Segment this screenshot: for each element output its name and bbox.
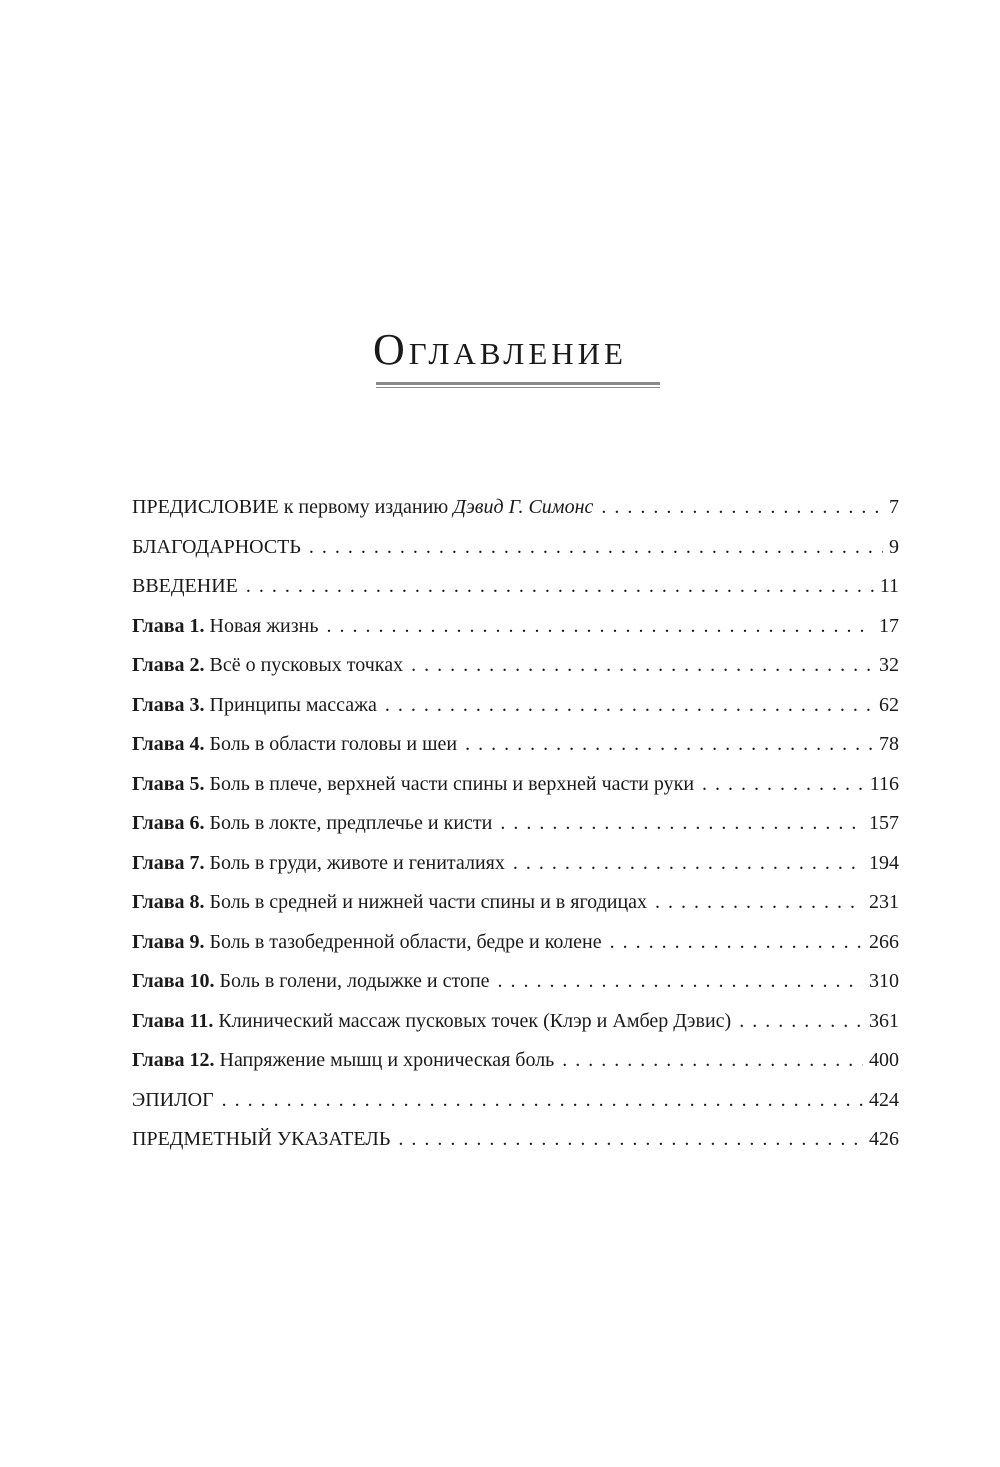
toc-entry-text <box>132 607 318 647</box>
toc-entry-page: 310 <box>869 970 899 992</box>
toc-entry-page: 116 <box>869 772 899 795</box>
toc-entry-text <box>132 1002 731 1042</box>
title-underline <box>376 382 660 388</box>
toc-entry-author: Дэвид Г. Симонс <box>453 496 594 518</box>
toc-entry-page: 62 <box>879 693 899 716</box>
toc-entry-chapter-11[interactable] <box>132 1002 899 1042</box>
toc-entry-text <box>132 567 238 607</box>
toc-entry-text <box>132 528 301 568</box>
toc-entry-label: Глава 10. <box>132 970 215 992</box>
toc-dot-leader <box>562 1041 863 1081</box>
toc-dot-leader <box>309 528 883 568</box>
toc-entry-label: Глава 1. <box>132 614 205 637</box>
toc-entry-text <box>132 1041 554 1081</box>
toc-entry-epilogue[interactable] <box>132 1081 899 1121</box>
toc-entry-page: 266 <box>869 930 899 953</box>
toc-entry-label: Глава 9. <box>132 930 205 953</box>
toc-entry-page: 17 <box>879 614 899 637</box>
toc-dot-leader <box>465 725 873 765</box>
toc-entry-chapter-1[interactable] <box>132 607 899 647</box>
toc-entry-label: Глава 6. <box>132 812 205 834</box>
toc-entry-chapter-3[interactable] <box>132 686 899 726</box>
toc-entry-preface[interactable] <box>132 488 899 528</box>
toc-entry-label: Глава 7. <box>132 851 205 874</box>
toc-dot-leader <box>246 567 874 607</box>
toc-entry-text <box>132 488 593 528</box>
toc-entry-title: ПРЕДМЕТНЫЙ УКАЗАТЕЛЬ <box>132 1128 391 1150</box>
toc-entry-index[interactable] <box>132 1120 899 1160</box>
toc-dot-leader <box>500 804 863 844</box>
toc-entry-label: Глава 11. <box>132 1009 214 1032</box>
toc-entry-chapter-6[interactable] <box>132 804 899 844</box>
toc-dot-leader <box>702 765 864 805</box>
toc-entry-page: 78 <box>879 733 899 755</box>
toc-entry-chapter-8[interactable] <box>132 883 899 923</box>
toc-dot-leader <box>513 844 863 884</box>
toc-entry-label: Глава 3. <box>132 693 205 716</box>
toc-entry-introduction[interactable] <box>132 567 899 607</box>
toc-entry-title: Боль в средней и нижней части спины и в ягодицах <box>209 891 648 913</box>
toc-dot-leader <box>610 923 863 963</box>
toc-entry-chapter-9[interactable] <box>132 923 899 963</box>
toc-entry-chapter-12[interactable] <box>132 1041 899 1081</box>
page-title: Оглавление <box>373 325 627 374</box>
toc-entry-page: 9 <box>889 535 899 558</box>
toc-entry-page: 11 <box>879 575 899 597</box>
toc-entry-title: Боль в плече, верхней части спины и верхней части руки <box>209 772 695 795</box>
toc-entry-text <box>132 883 647 923</box>
toc-dot-leader <box>398 1120 863 1160</box>
table-of-contents <box>132 488 899 1160</box>
toc-entry-text <box>132 804 492 844</box>
toc-dot-leader <box>655 883 863 923</box>
toc-entry-title: ЭПИЛОГ <box>132 1088 214 1111</box>
toc-entry-text <box>132 646 403 686</box>
toc-entry-title: Боль в локте, предплечье и кисти <box>209 812 493 834</box>
toc-entry-label: Глава 4. <box>132 733 205 755</box>
toc-entry-title: ПРЕДИСЛОВИЕ к первому изданию <box>132 496 449 518</box>
toc-entry-title: Боль в голени, лодыжке и стопе <box>219 970 490 992</box>
toc-entry-page: 7 <box>889 496 899 518</box>
toc-entry-label: Глава 12. <box>132 1049 215 1071</box>
toc-entry-acknowledgements[interactable] <box>132 528 899 568</box>
toc-entry-page: 400 <box>869 1049 899 1071</box>
toc-entry-title: Принципы массажа <box>209 693 377 716</box>
toc-entry-label: Глава 5. <box>132 772 205 795</box>
toc-entry-title: Боль в груди, животе и гениталиях <box>209 851 505 874</box>
toc-entry-text <box>132 1120 390 1160</box>
toc-entry-page: 194 <box>869 851 899 874</box>
toc-entry-text <box>132 844 505 884</box>
toc-dot-leader <box>385 686 873 726</box>
toc-entry-title: БЛАГОДАРНОСТЬ <box>132 535 301 558</box>
toc-entry-title: Напряжение мышц и хроническая боль <box>219 1049 555 1071</box>
toc-dot-leader <box>739 1002 863 1042</box>
toc-entry-text <box>132 686 377 726</box>
toc-entry-text <box>132 765 694 805</box>
toc-entry-title: ВВЕДЕНИЕ <box>132 575 238 597</box>
toc-entry-label: Глава 8. <box>132 891 205 913</box>
toc-entry-title: Боль в области головы и шеи <box>209 733 458 755</box>
toc-entry-text <box>132 962 490 1002</box>
toc-entry-chapter-7[interactable] <box>132 844 899 884</box>
toc-dot-leader <box>411 646 873 686</box>
toc-entry-chapter-10[interactable] <box>132 962 899 1002</box>
toc-entry-page: 426 <box>869 1128 899 1150</box>
toc-entry-page: 32 <box>879 654 899 676</box>
toc-entry-title: Клинический массаж пусковых точек (Клэр и Амбер Дэвис) <box>218 1009 732 1032</box>
toc-dot-leader <box>222 1081 863 1121</box>
toc-entry-title: Всё о пусковых точках <box>209 654 404 676</box>
toc-entry-title: Боль в тазобедренной области, бедре и колене <box>209 930 602 953</box>
toc-entry-page: 231 <box>869 891 899 913</box>
toc-dot-leader <box>601 488 883 528</box>
toc-entry-label: Глава 2. <box>132 654 205 676</box>
toc-entry-title: Новая жизнь <box>209 614 319 637</box>
toc-entry-text <box>132 923 602 963</box>
toc-entry-text <box>132 725 457 765</box>
toc-entry-chapter-5[interactable] <box>132 765 899 805</box>
toc-entry-chapter-4[interactable] <box>132 725 899 765</box>
toc-entry-text <box>132 1081 214 1121</box>
toc-dot-leader <box>326 607 873 647</box>
toc-entry-page: 424 <box>869 1088 899 1111</box>
toc-entry-chapter-2[interactable] <box>132 646 899 686</box>
toc-dot-leader <box>498 962 863 1002</box>
toc-entry-page: 157 <box>869 812 899 834</box>
toc-entry-page: 361 <box>869 1009 899 1032</box>
